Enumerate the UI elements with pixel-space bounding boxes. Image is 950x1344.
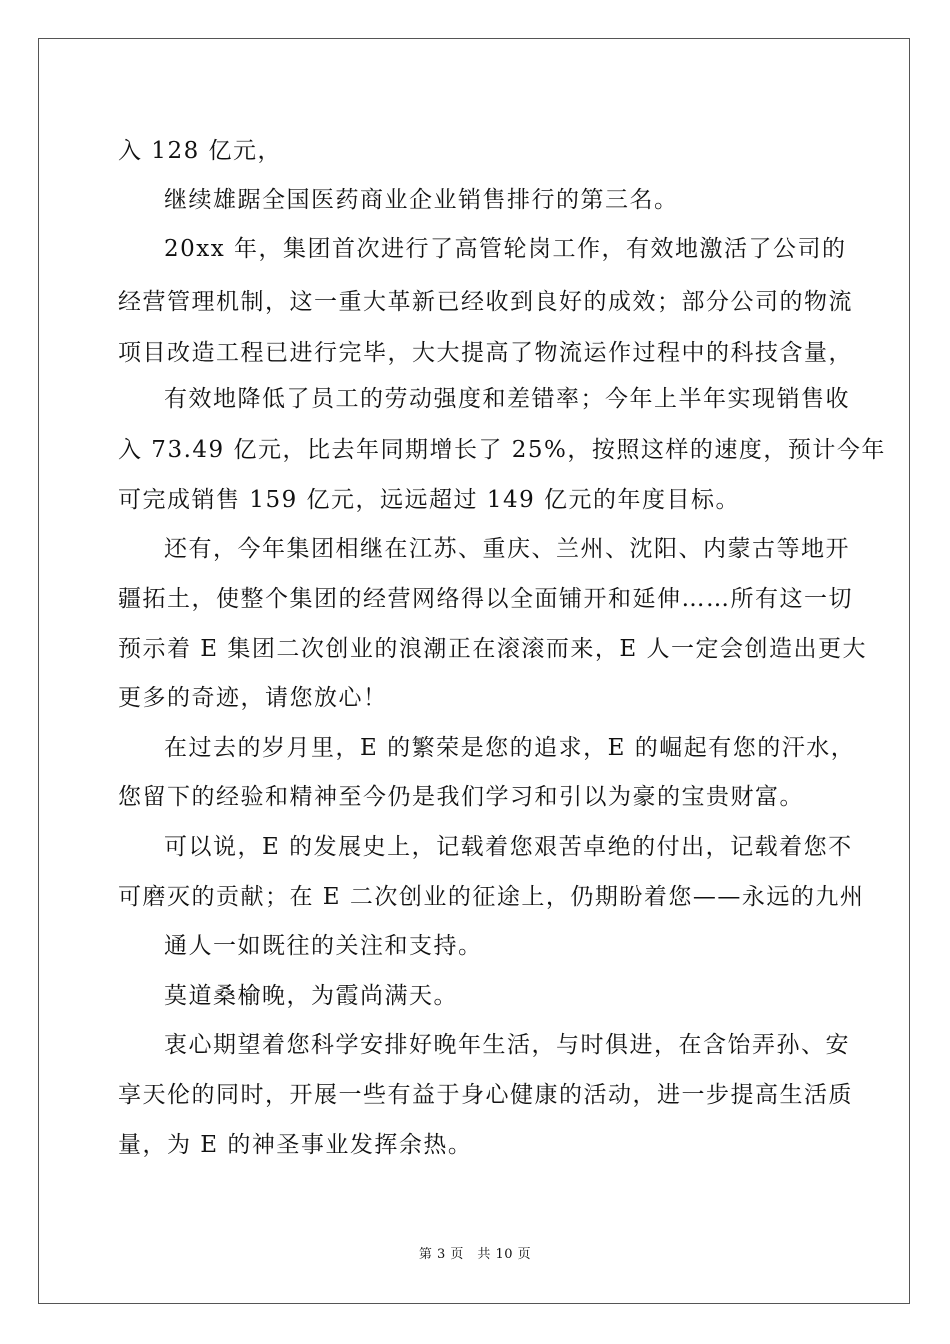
text-line: 入 128 亿元，	[118, 138, 283, 164]
text-line: 衷心期望着您科学安排好晚年生活，与时俱进，在含饴弄孙、安	[164, 1032, 850, 1058]
text-line: 享天伦的同时，开展一些有益于身心健康的活动，进一步提高生活质	[118, 1082, 853, 1108]
text-line: 莫道桑榆晚，为霞尚满天。	[164, 983, 458, 1009]
text-line: 疆拓土，使整个集团的经营网络得以全面铺开和延伸……所有这一切	[118, 586, 853, 612]
text-line: 可完成销售 159 亿元，远远超过 149 亿元的年度目标。	[118, 487, 741, 513]
text-line: 可以说，E 的发展史上，记载着您艰苦卓绝的付出，记载着您不	[164, 834, 853, 860]
text-line: 入 73.49 亿元，比去年同期增长了 25%，按照这样的速度，预计今年	[118, 437, 886, 463]
text-line: 在过去的岁月里，E 的繁荣是您的追求，E 的崛起有您的汗水，	[164, 735, 856, 761]
text-line: 还有，今年集团相继在江苏、重庆、兰州、沈阳、内蒙古等地开	[164, 536, 850, 562]
text-line: 量，为 E 的神圣事业发挥余热。	[118, 1132, 473, 1158]
text-line: 预示着 E 集团二次创业的浪潮正在滚滚而来，E 人一定会创造出更大	[118, 636, 868, 662]
text-line: 继续雄踞全国医药商业企业销售排行的第三名。	[164, 187, 679, 213]
text-line: 您留下的经验和精神至今仍是我们学习和引以为豪的宝贵财富。	[118, 784, 804, 810]
text-line: 项目改造工程已进行完毕，大大提高了物流运作过程中的科技含量，	[118, 340, 853, 366]
text-line: 更多的奇迹，请您放心！	[118, 685, 388, 711]
text-line: 可磨灭的贡献；在 E 二次创业的征途上，仍期盼着您——永远的九州	[118, 884, 865, 910]
page-border	[38, 38, 910, 1304]
text-line: 20xx 年，集团首次进行了高管轮岗工作，有效地激活了公司的	[164, 236, 847, 262]
text-line: 有效地降低了员工的劳动强度和差错率；今年上半年实现销售收	[164, 386, 850, 412]
text-line: 通人一如既往的关注和支持。	[164, 933, 483, 959]
page-number: 第 3 页 共 10 页	[418, 1247, 532, 1262]
text-line: 经营管理机制，这一重大革新已经收到良好的成效；部分公司的物流	[118, 289, 853, 315]
